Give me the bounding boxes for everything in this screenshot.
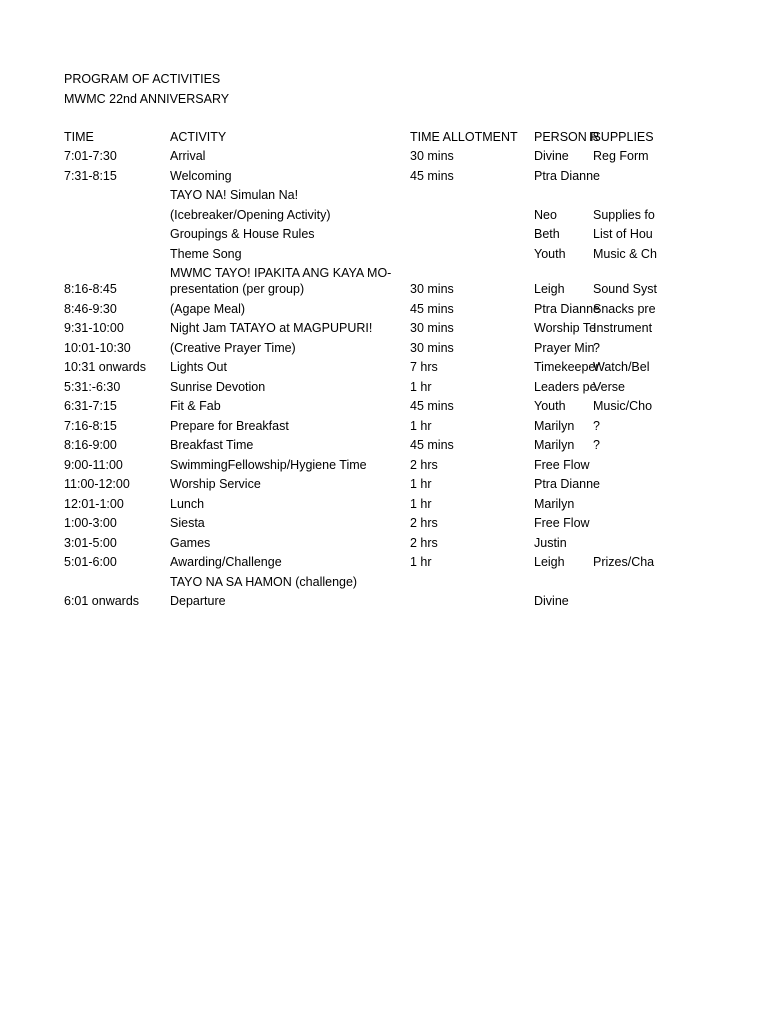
cell-activity	[170, 457, 406, 473]
cell-time-allotment: 45 mins	[410, 399, 454, 413]
activity-line: SwimmingFellowship/Hygiene Time	[170, 457, 367, 472]
cell-activity	[170, 379, 406, 395]
cell-time: 7:01-7:30	[64, 149, 117, 163]
cell-time: 9:00-11:00	[64, 457, 123, 472]
cell-activity	[170, 437, 406, 453]
activity-line: Theme Song	[170, 246, 242, 261]
table-row	[0, 398, 768, 418]
table-row	[0, 457, 768, 477]
activity-line: Departure	[170, 594, 226, 608]
cell-supplies: Snacks pre	[593, 301, 656, 316]
cell-activity	[170, 320, 406, 336]
table-row	[0, 496, 768, 516]
cell-person: Justin	[534, 535, 567, 550]
cell-activity	[170, 265, 406, 297]
cell-time-allotment: 30 mins	[410, 282, 454, 296]
header-person: PERSON R	[534, 130, 600, 144]
header-time: TIME	[64, 130, 94, 144]
cell-activity	[170, 340, 406, 356]
table-row	[0, 359, 768, 379]
cell-activity	[170, 359, 406, 375]
cell-time: 5:31:-6:30	[64, 379, 121, 394]
cell-activity	[170, 301, 406, 317]
cell-activity	[170, 168, 406, 184]
cell-supplies: ?	[593, 438, 600, 452]
cell-time: 6:01 onwards	[64, 594, 140, 608]
cell-supplies: Watch/Bel	[593, 360, 650, 374]
table-row	[0, 515, 768, 535]
cell-supplies: Reg Form	[593, 149, 649, 163]
activity-line: (Agape Meal)	[170, 301, 246, 316]
cell-supplies: Instrument	[593, 321, 653, 335]
cell-supplies: Sound Syst	[593, 282, 657, 296]
cell-person: Leaders pe	[534, 379, 597, 394]
cell-supplies: Supplies fo	[593, 207, 655, 222]
cell-time: 10:01-10:30	[64, 340, 131, 355]
table-row	[0, 535, 768, 555]
table-row	[0, 554, 768, 574]
table-row	[0, 379, 768, 399]
cell-person: Worship Te	[534, 321, 597, 335]
table-row	[0, 246, 768, 266]
cell-person: Free Flow	[534, 457, 590, 472]
activity-line: Fit & Fab	[170, 399, 221, 413]
cell-activity	[170, 226, 406, 242]
table-row	[0, 226, 768, 246]
table-row	[0, 593, 768, 613]
cell-time-allotment: 1 hr	[410, 477, 432, 491]
table-row	[0, 265, 768, 300]
activity-line: Sunrise Devotion	[170, 379, 266, 394]
cell-person: Marilyn	[534, 418, 575, 433]
cell-person: Leigh	[534, 555, 565, 569]
cell-time-allotment: 1 hr	[410, 555, 432, 569]
cell-person: Youth	[534, 246, 566, 261]
cell-time: 6:31-7:15	[64, 399, 117, 413]
activity-line: TAYO NA! Simulan Na!	[170, 188, 299, 202]
table-row	[0, 340, 768, 360]
activity-line: Lunch	[170, 496, 205, 511]
cell-activity	[170, 535, 406, 551]
cell-time-allotment: 45 mins	[410, 438, 454, 452]
header-time-allotment: TIME ALLOTMENT	[410, 130, 518, 144]
cell-time: 11:00-12:00	[64, 477, 130, 491]
cell-person: Beth	[534, 227, 560, 241]
cell-time-allotment: 7 hrs	[410, 360, 438, 374]
cell-time-allotment: 30 mins	[410, 149, 454, 163]
cell-time-allotment: 30 mins	[410, 321, 454, 335]
activity-line: Games	[170, 535, 211, 550]
cell-supplies: ?	[593, 418, 600, 433]
cell-time: 7:31-8:15	[64, 168, 117, 183]
activity-line: presentation (per group)	[170, 282, 305, 296]
document-subtitle: MWMC 22nd ANNIVERSARY	[64, 92, 230, 106]
cell-activity	[170, 593, 406, 609]
cell-time-allotment: 2 hrs	[410, 457, 438, 472]
table-row	[0, 320, 768, 340]
cell-person: Ptra Dianne	[534, 168, 601, 183]
table-row	[0, 168, 768, 188]
cell-supplies: ?	[593, 340, 600, 355]
activity-line: (Icebreaker/Opening Activity)	[170, 207, 331, 222]
cell-time-allotment: 1 hr	[410, 418, 432, 433]
cell-time: 7:16-8:15	[64, 418, 117, 433]
cell-person: Ptra Dianne	[534, 301, 601, 316]
activity-line: Lights Out	[170, 360, 227, 374]
table-row	[0, 301, 768, 321]
cell-time: 8:46-9:30	[64, 301, 117, 316]
cell-activity	[170, 554, 406, 570]
cell-activity	[170, 418, 406, 434]
activity-line: MWMC TAYO! IPAKITA ANG KAYA MO-	[170, 266, 392, 280]
table-row	[0, 437, 768, 457]
table-row	[0, 418, 768, 438]
cell-supplies: Music/Cho	[593, 399, 653, 413]
cell-time: 3:01-5:00	[64, 535, 117, 550]
activity-line: Siesta	[170, 516, 205, 530]
cell-activity	[170, 496, 406, 512]
activity-line: TAYO NA SA HAMON (challenge)	[170, 574, 358, 589]
cell-person: Neo	[534, 207, 557, 222]
cell-person: Youth	[534, 399, 566, 413]
activity-line: Prepare for Breakfast	[170, 418, 289, 433]
cell-time-allotment: 45 mins	[410, 168, 454, 183]
table-row	[0, 207, 768, 227]
cell-person: Divine	[534, 149, 569, 163]
cell-time: 1:00-3:00	[64, 516, 117, 530]
cell-time: 5:01-6:00	[64, 555, 117, 569]
cell-supplies: List of Hou	[593, 227, 653, 241]
cell-person: Divine	[534, 594, 569, 608]
cell-activity	[170, 398, 406, 414]
cell-person: Ptra Dianne	[534, 477, 601, 491]
cell-time: 10:31 onwards	[64, 360, 147, 374]
table-row	[0, 148, 768, 168]
cell-activity	[170, 476, 406, 492]
cell-time-allotment: 1 hr	[410, 379, 432, 394]
activity-line: Groupings & House Rules	[170, 227, 315, 241]
cell-activity	[170, 246, 406, 262]
activity-line: Worship Service	[170, 477, 261, 491]
activity-line: Arrival	[170, 149, 206, 163]
cell-supplies: Music & Ch	[593, 246, 657, 261]
cell-person: Marilyn	[534, 438, 575, 452]
activity-line: Night Jam TATAYO at MAGPUPURI!	[170, 321, 373, 335]
activity-line: Welcoming	[170, 168, 232, 183]
cell-time-allotment: 30 mins	[410, 340, 454, 355]
cell-person: Marilyn	[534, 496, 575, 511]
cell-person: Free Flow	[534, 516, 590, 530]
cell-time-allotment: 2 hrs	[410, 535, 438, 550]
cell-activity	[170, 515, 406, 531]
cell-time: 12:01-1:00	[64, 496, 124, 511]
header-activity: ACTIVITY	[170, 130, 227, 144]
cell-time-allotment: 2 hrs	[410, 516, 438, 530]
cell-activity	[170, 207, 406, 223]
cell-supplies: Prizes/Cha	[593, 555, 655, 569]
cell-activity	[170, 187, 406, 203]
cell-person: Prayer Min	[534, 340, 595, 355]
cell-time-allotment: 45 mins	[410, 301, 454, 316]
table-row	[0, 476, 768, 496]
table-row	[0, 574, 768, 594]
activity-line: Breakfast Time	[170, 438, 254, 452]
cell-person: Leigh	[534, 282, 565, 296]
cell-time: 8:16-8:45	[64, 282, 117, 296]
cell-time: 8:16-9:00	[64, 438, 117, 452]
cell-time-allotment: 1 hr	[410, 496, 432, 511]
cell-activity	[170, 148, 406, 164]
header-supplies: ISUPPLIES	[589, 130, 654, 144]
document-title: PROGRAM OF ACTIVITIES	[64, 72, 221, 86]
cell-supplies: Verse	[593, 379, 625, 394]
cell-activity	[170, 574, 406, 590]
activity-line: (Creative Prayer Time)	[170, 340, 296, 355]
activity-line: Awarding/Challenge	[170, 555, 282, 569]
table-row	[0, 187, 768, 207]
cell-person: Timekeeper	[534, 360, 600, 374]
cell-time: 9:31-10:00	[64, 321, 124, 335]
